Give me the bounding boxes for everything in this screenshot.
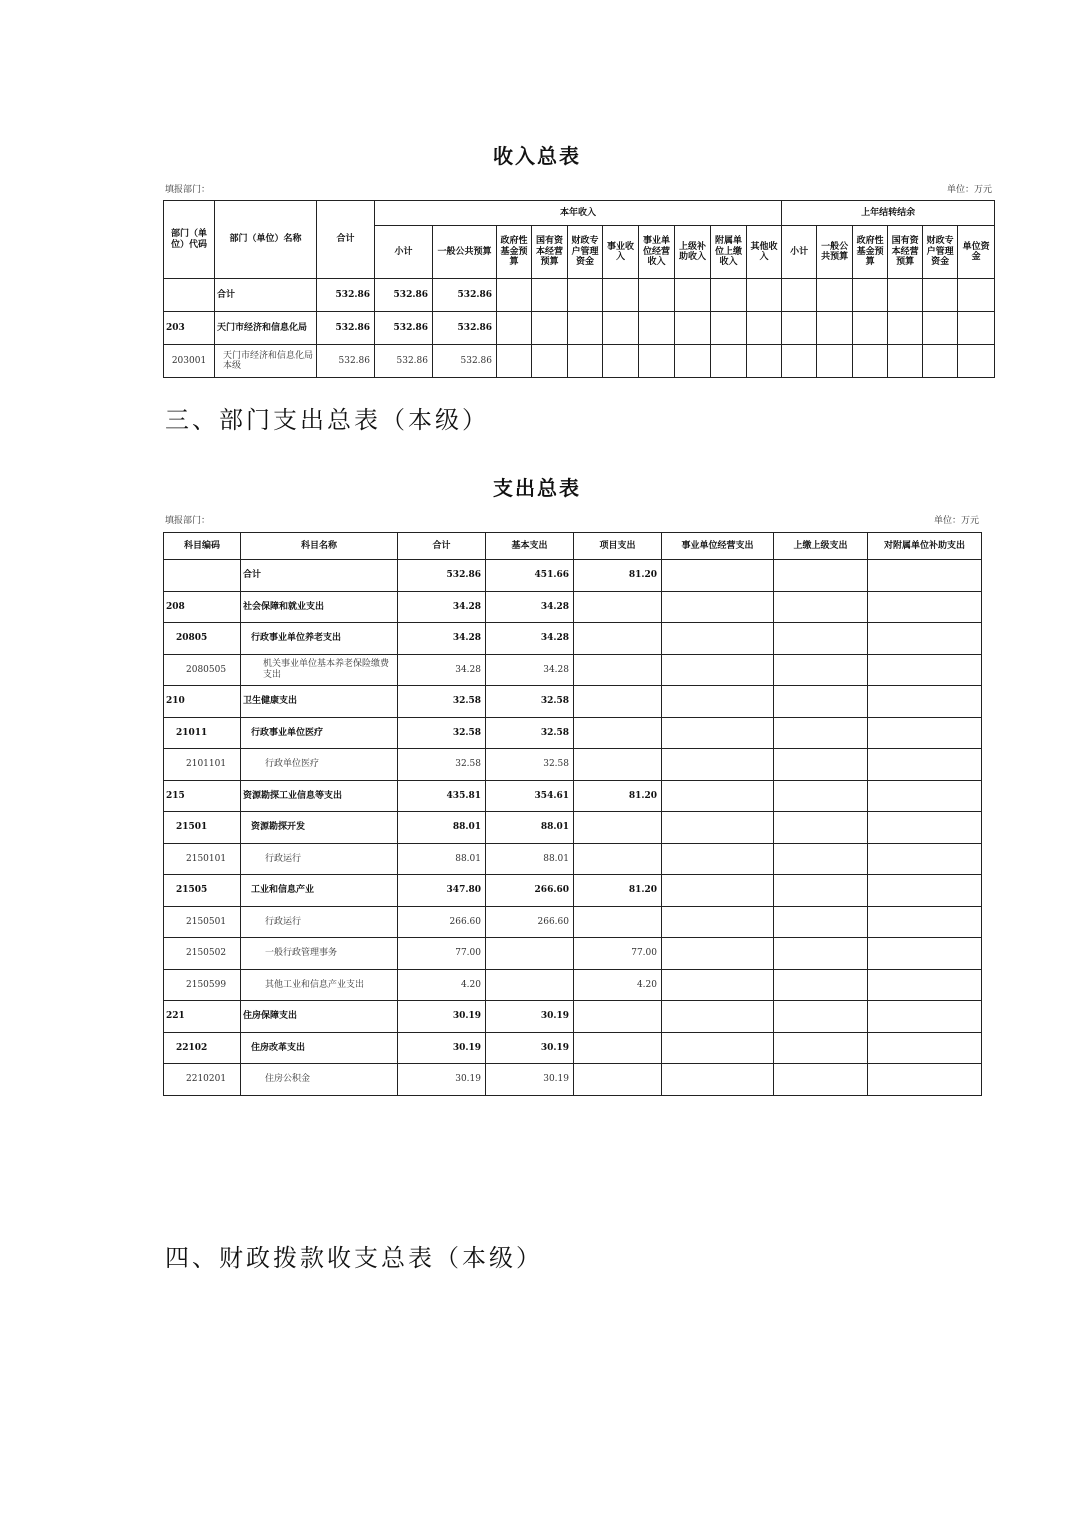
table-row — [164, 749, 982, 781]
income-col-last-special-account: 财政专户管理资金 — [923, 226, 958, 279]
expense-row-name: 卫生健康支出 — [241, 686, 398, 718]
income-row-subtotal: 532.86 — [375, 279, 433, 312]
income-header-dept-code: 部门（单位）代码 — [164, 201, 215, 279]
expense-row-code: 2150502 — [164, 938, 241, 970]
expense-row-project — [574, 717, 662, 749]
expense-row-basic: 32.58 — [486, 686, 574, 718]
table-row — [164, 812, 982, 844]
table-row — [164, 686, 982, 718]
expense-row-basic — [486, 969, 574, 1001]
expense-row-code: 2210201 — [164, 1064, 241, 1096]
income-row-general: 532.86 — [433, 345, 497, 378]
expense-row-code: 208 — [164, 591, 241, 623]
expense-row-basic — [486, 938, 574, 970]
expense-row-project: 81.20 — [574, 780, 662, 812]
expense-header-total: 合计 — [398, 533, 486, 560]
income-col-last-general: 一般公共预算 — [817, 226, 853, 279]
expense-row-code: 215 — [164, 780, 241, 812]
expense-row-total: 88.01 — [398, 843, 486, 875]
expense-row-total: 435.81 — [398, 780, 486, 812]
income-fill-dept-label: 填报部门： — [165, 185, 211, 195]
table-row — [164, 312, 995, 345]
expense-header-basic: 基本支出 — [486, 533, 574, 560]
expense-row-basic: 34.28 — [486, 623, 574, 655]
expense-row-total: 32.58 — [398, 686, 486, 718]
income-col-cur-general: 一般公共预算 — [433, 226, 497, 279]
expense-row-total: 30.19 — [398, 1001, 486, 1033]
expense-row-project — [574, 906, 662, 938]
expense-row-basic: 266.60 — [486, 906, 574, 938]
expense-row-basic: 34.28 — [486, 654, 574, 686]
table-row — [164, 875, 982, 907]
income-col-cur-state-capital: 国有资本经营预算 — [532, 226, 568, 279]
table-row — [164, 780, 982, 812]
expense-row-project — [574, 654, 662, 686]
income-col-cur-other: 其他收入 — [747, 226, 782, 279]
expense-row-total: 4.20 — [398, 969, 486, 1001]
expense-header-superior: 上缴上级支出 — [774, 533, 868, 560]
expense-row-total: 266.60 — [398, 906, 486, 938]
income-row-code: 203 — [164, 312, 215, 345]
expense-row-project — [574, 591, 662, 623]
income-col-cur-business: 事业收入 — [603, 226, 639, 279]
expense-row-name: 行政事业单位医疗 — [241, 717, 398, 749]
income-row-subtotal: 532.86 — [375, 312, 433, 345]
expense-row-code: 221 — [164, 1001, 241, 1033]
expense-row-name: 住房改革支出 — [241, 1032, 398, 1064]
income-col-last-fund: 政府性基金预算 — [853, 226, 888, 279]
expense-row-code: 2150501 — [164, 906, 241, 938]
income-col-cur-affiliate: 附属单位上缴收入 — [711, 226, 747, 279]
expense-row-project — [574, 1001, 662, 1033]
expense-row-project — [574, 749, 662, 781]
income-unit-label: 单位：万元 — [946, 185, 992, 195]
expense-header-operating: 事业单位经营支出 — [662, 533, 774, 560]
expense-row-basic: 30.19 — [486, 1064, 574, 1096]
income-col-cur-subtotal: 小计 — [375, 226, 433, 279]
expense-table-title: 支出总表 — [493, 476, 581, 500]
expense-row-total: 34.28 — [398, 591, 486, 623]
expense-row-name: 资源勘探工业信息等支出 — [241, 780, 398, 812]
expense-row-code: 2080505 — [164, 654, 241, 686]
expense-row-basic: 32.58 — [486, 717, 574, 749]
expense-row-project — [574, 623, 662, 655]
income-col-last-state-capital: 国有资本经营预算 — [888, 226, 923, 279]
expense-header-code: 科目编码 — [164, 533, 241, 560]
expense-header-name: 科目名称 — [241, 533, 398, 560]
income-col-last-subtotal: 小计 — [782, 226, 817, 279]
expense-row-project: 81.20 — [574, 560, 662, 592]
income-col-cur-special-account: 财政专户管理资金 — [568, 226, 603, 279]
table-row — [164, 717, 982, 749]
income-col-cur-superior-subsidy: 上级补助收入 — [675, 226, 711, 279]
expense-row-code: 2150599 — [164, 969, 241, 1001]
income-col-cur-fund: 政府性基金预算 — [497, 226, 532, 279]
income-row-total: 532.86 — [317, 345, 375, 378]
table-row — [164, 1001, 982, 1033]
table-row — [164, 969, 982, 1001]
expense-row-code: 2101101 — [164, 749, 241, 781]
income-col-last-unit-funds: 单位资金 — [958, 226, 995, 279]
expense-row-name: 住房保障支出 — [241, 1001, 398, 1033]
expense-row-basic: 88.01 — [486, 843, 574, 875]
expense-unit-label: 单位：万元 — [933, 516, 979, 526]
table-row — [164, 345, 995, 378]
table-row — [164, 938, 982, 970]
expense-row-total: 34.28 — [398, 654, 486, 686]
expense-row-total: 77.00 — [398, 938, 486, 970]
expense-row-name: 一般行政管理事务 — [241, 938, 398, 970]
expense-row-name: 机关事业单位基本养老保险缴费支出 — [241, 654, 398, 686]
section-3-heading: 三、部门支出总表（本级） — [165, 406, 489, 434]
income-header-dept-name: 部门（单位）名称 — [215, 201, 317, 279]
expense-header-affiliate-subsidy: 对附属单位补助支出 — [868, 533, 982, 560]
income-col-cur-operating: 事业单位经营收入 — [639, 226, 675, 279]
expense-row-name: 行政运行 — [241, 843, 398, 875]
income-header-current-year: 本年收入 — [375, 201, 782, 226]
expense-row-total: 32.58 — [398, 749, 486, 781]
table-row — [164, 623, 982, 655]
expense-row-project: 4.20 — [574, 969, 662, 1001]
expense-row-name: 行政运行 — [241, 906, 398, 938]
expense-row-total: 34.28 — [398, 623, 486, 655]
expense-row-basic: 30.19 — [486, 1032, 574, 1064]
expense-row-code: 21505 — [164, 875, 241, 907]
expense-row-name: 工业和信息产业 — [241, 875, 398, 907]
expense-row-code: 2150101 — [164, 843, 241, 875]
expense-row-code: 20805 — [164, 623, 241, 655]
expense-row-name: 行政事业单位养老支出 — [241, 623, 398, 655]
expense-row-project: 81.20 — [574, 875, 662, 907]
income-row-total: 532.86 — [317, 312, 375, 345]
table-row — [164, 654, 982, 686]
expense-row-code: 22102 — [164, 1032, 241, 1064]
expense-row-code: 21501 — [164, 812, 241, 844]
expense-row-name: 合计 — [241, 560, 398, 592]
income-summary-table — [163, 200, 995, 378]
expense-row-name: 资源勘探开发 — [241, 812, 398, 844]
income-header-total: 合计 — [317, 201, 375, 279]
expense-summary-table — [163, 532, 982, 1096]
expense-row-total: 347.80 — [398, 875, 486, 907]
expense-row-basic: 34.28 — [486, 591, 574, 623]
expense-row-total: 532.86 — [398, 560, 486, 592]
expense-row-basic: 354.61 — [486, 780, 574, 812]
expense-row-basic: 32.58 — [486, 749, 574, 781]
expense-row-project — [574, 686, 662, 718]
income-row-subtotal: 532.86 — [375, 345, 433, 378]
income-row-general: 532.86 — [433, 312, 497, 345]
table-row — [164, 843, 982, 875]
expense-row-project — [574, 812, 662, 844]
section-4-heading: 四、财政拨款收支总表（本级） — [165, 1244, 543, 1272]
income-row-general: 532.86 — [433, 279, 497, 312]
income-header-last-year: 上年结转结余 — [782, 201, 995, 226]
expense-row-name: 社会保障和就业支出 — [241, 591, 398, 623]
table-row — [164, 1032, 982, 1064]
expense-row-project — [574, 1064, 662, 1096]
income-row-name: 天门市经济和信息化局本级 — [215, 345, 317, 378]
expense-row-name: 住房公积金 — [241, 1064, 398, 1096]
table-row — [164, 560, 982, 592]
income-row-code — [164, 279, 215, 312]
expense-row-code — [164, 560, 241, 592]
income-row-name: 合计 — [215, 279, 317, 312]
expense-fill-dept-label: 填报部门： — [165, 516, 211, 526]
expense-row-name: 行政单位医疗 — [241, 749, 398, 781]
income-row-name: 天门市经济和信息化局 — [215, 312, 317, 345]
expense-row-project — [574, 1032, 662, 1064]
expense-row-name: 其他工业和信息产业支出 — [241, 969, 398, 1001]
expense-header-project: 项目支出 — [574, 533, 662, 560]
expense-row-basic: 451.66 — [486, 560, 574, 592]
income-row-code: 203001 — [164, 345, 215, 378]
table-row — [164, 591, 982, 623]
expense-row-basic: 266.60 — [486, 875, 574, 907]
expense-row-total: 32.58 — [398, 717, 486, 749]
expense-row-code: 210 — [164, 686, 241, 718]
table-row — [164, 1064, 982, 1096]
expense-row-project — [574, 843, 662, 875]
income-table-title: 收入总表 — [493, 144, 581, 168]
expense-row-project: 77.00 — [574, 938, 662, 970]
table-row — [164, 279, 995, 312]
income-row-total: 532.86 — [317, 279, 375, 312]
expense-row-total: 88.01 — [398, 812, 486, 844]
expense-row-total: 30.19 — [398, 1064, 486, 1096]
expense-row-basic: 30.19 — [486, 1001, 574, 1033]
expense-row-code: 21011 — [164, 717, 241, 749]
expense-row-basic: 88.01 — [486, 812, 574, 844]
expense-row-total: 30.19 — [398, 1032, 486, 1064]
table-row — [164, 906, 982, 938]
